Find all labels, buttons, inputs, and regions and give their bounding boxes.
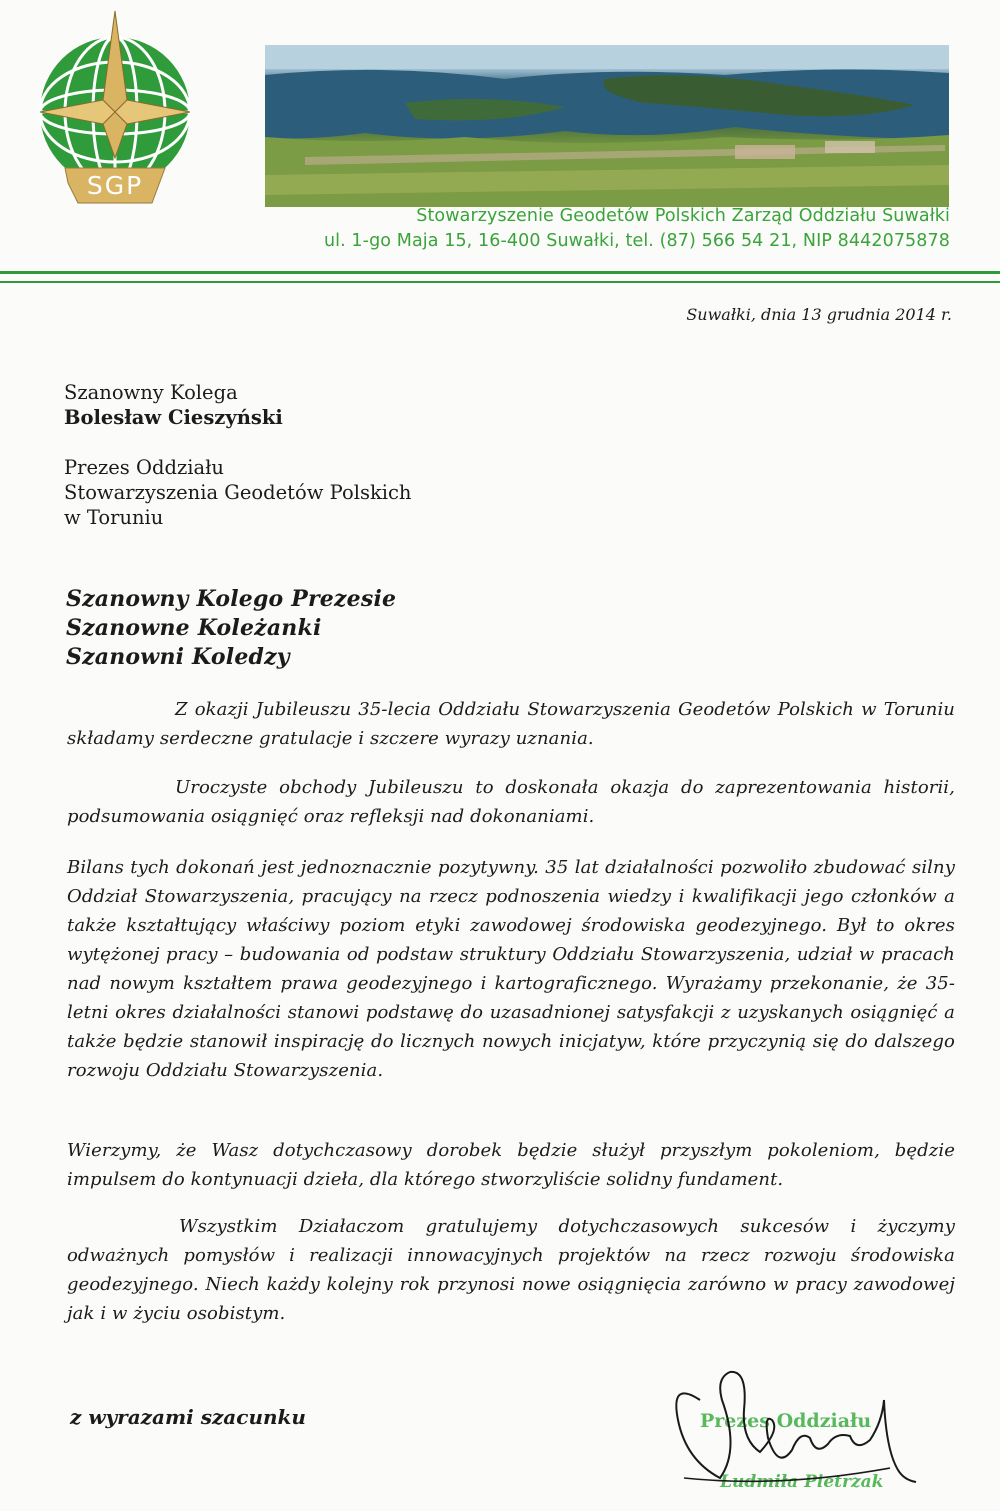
greeting-line: Szanowne Koleżanki	[66, 615, 322, 641]
body-paragraph: Z okazji Jubileuszu 35-lecia Oddziału Stowarzyszenia Geodetów Polskich w Toruniu składamy serdeczne gratulacje i szczere wyrazy uznania.	[67, 699, 955, 749]
recipient-position-line: Prezes Oddziału	[64, 456, 224, 479]
recipient-salutation: Szanowny Kolega	[64, 381, 238, 404]
body-paragraph: Wszystkim Działaczom gratulujemy dotychczasowych sukcesów i życzymy odważnych pomysłów i realizacji innowacyjnych projektów na rzecz rozwoju środowiska geodezyjnego. Niech każdy kolejny rok przynosi nowe osiągnięcia zarówno w pracy zawodowej jak i w życiu osobistym.	[67, 1216, 955, 1324]
organization-name: Stowarzyszenie Geodetów Polskich Zarząd Oddziału Suwałki	[416, 206, 950, 226]
recipient-position-line: Stowarzyszenia Geodetów Polskich	[64, 481, 412, 504]
sgp-logo	[30, 8, 200, 213]
signature-title-stamp: Prezes Oddziału	[700, 1410, 872, 1432]
recipient-position-line: w Toruniu	[64, 506, 164, 529]
header-divider-thick	[0, 271, 1000, 274]
greeting-line: Szanowny Kolego Prezesie	[66, 586, 397, 612]
body-paragraph: Wierzymy, że Wasz dotychczasowy dorobek będzie służył przyszłym pokoleniom, będzie impulsem do kontynuacji dzieła, dla którego stworzyliście solidny fundament.	[67, 1140, 955, 1190]
greeting-line: Szanowni Koledzy	[66, 644, 290, 670]
signatory-name-stamp: Ludmiła Pietrzak	[720, 1472, 884, 1492]
closing-phrase: z wyrazami szacunku	[70, 1405, 306, 1429]
header-divider-thin	[0, 281, 1000, 283]
letter-date: Suwałki, dnia 13 grudnia 2014 r.	[686, 305, 952, 324]
body-paragraph: Uroczyste obchody Jubileuszu to doskonała okazja do zaprezentowania historii, podsumowania osiągnięć oraz refleksji nad dokonaniami.	[67, 777, 955, 827]
organization-address: ul. 1-go Maja 15, 16-400 Suwałki, tel. (87) 566 54 21, NIP 8442075878	[323, 231, 950, 251]
recipient-name: Bolesław Cieszyński	[64, 406, 283, 429]
body-paragraph: Bilans tych dokonań jest jednoznacznie pozytywny. 35 lat działalności pozwoliło zbudować silny Oddział Stowarzyszenia, pracujący na rzecz podnoszenia wiedzy i kwalifikacji jego członków a także kształtujący właściwy poziom etyki zawodowej środowiska geodezyjnego. Był to okres wytężonej pracy – budowania od podstaw struktury Oddziału Stowarzyszenia, udział w pracach nad nowym kształtem prawa geodezyjnego i kartograficznego. Wyrażamy przekonanie, że 35-letni okres działalności stanowi podstawę do uzasadnionej satysfakcji z uzyskanych osiągnięć a także będzie stanowił inspirację do licznych nowych inicjatyw, które przyczynią się do dalszego rozwoju Oddziału Stowarzyszenia.	[67, 857, 955, 1081]
handwritten-signature	[660, 1360, 920, 1500]
aerial-lake-photo	[265, 45, 949, 207]
logo-text: SGP	[86, 171, 144, 200]
